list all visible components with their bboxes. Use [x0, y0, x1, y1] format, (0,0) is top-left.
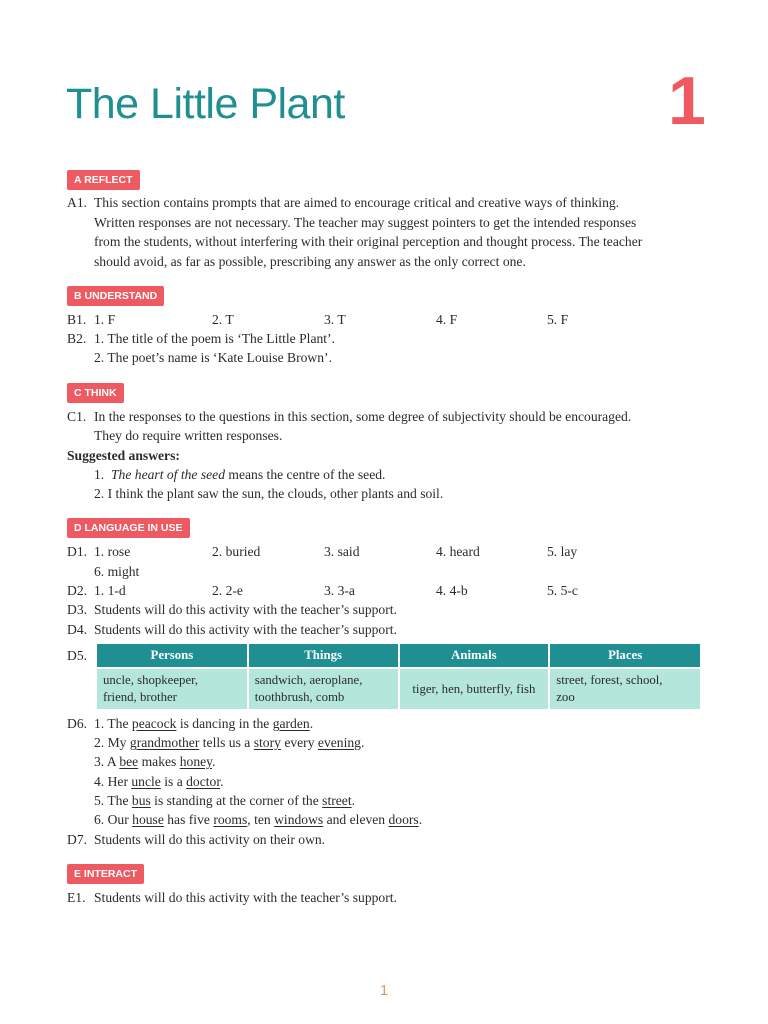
section-badge-understand: B UNDERSTAND: [67, 286, 164, 306]
d6-sentence-6: 6. Our house has five rooms, ten windows and eleven doors.: [94, 812, 423, 827]
c1-suggested-2: 2. I think the plant saw the sun, the clouds, other plants and soil.: [94, 486, 444, 501]
d6-sentence-3: 3. A bee makes honey.: [94, 754, 216, 769]
e1-text: Students will do this activity with the teacher’s support.: [94, 890, 397, 905]
d1-answer: 5. lay: [547, 544, 578, 559]
b1-answer: 2. T: [212, 312, 234, 327]
d6-sentence-5: 5. The bus is standing at the corner of the street.: [94, 793, 356, 808]
table-header: Things: [248, 644, 399, 668]
question-label: C1.: [67, 409, 87, 424]
question-label: A1.: [67, 195, 88, 210]
b2-item: 1. The title of the poem is ‘The Little Plant’.: [94, 331, 335, 346]
table-row: [97, 668, 700, 709]
table-cell: street, forest, school, zoo: [549, 668, 700, 709]
question-label: B2.: [67, 331, 87, 346]
question-label: D3.: [67, 602, 88, 617]
a1-line-1: This section contains prompts that are aimed to encourage critical and creative ways of thinking.: [94, 195, 620, 210]
table-cell: tiger, hen, butterfly, fish: [399, 668, 550, 709]
d2-answer: 1. 1-d: [94, 583, 126, 598]
table-header: Persons: [97, 644, 248, 668]
d2-answer: 2. 2-e: [212, 583, 243, 598]
question-label: B1.: [67, 312, 87, 327]
c1-line-2: They do require written responses.: [94, 428, 283, 443]
table-header-row: [97, 644, 700, 668]
table-header: Places: [549, 644, 700, 668]
b2-item: 2. The poet’s name is ‘Kate Louise Brown’.: [94, 350, 332, 365]
a1-line-4: should avoid, as far as possible, prescribing any answer as the only correct one.: [94, 254, 526, 269]
d7-text: Students will do this activity on their own.: [94, 832, 326, 847]
d1-answer: 1. rose: [94, 544, 131, 559]
table-header: Animals: [399, 644, 550, 668]
d1-answer: 4. heard: [436, 544, 480, 559]
d1-answer: 6. might: [94, 564, 140, 579]
question-label: D6.: [67, 716, 88, 731]
question-label: E1.: [67, 890, 86, 905]
c1-line-1: In the responses to the questions in this section, some degree of subjectivity should be encouraged.: [94, 409, 632, 424]
table-cell: uncle, shopkeeper, friend, brother: [97, 668, 248, 709]
question-label: D7.: [67, 832, 88, 847]
d6-sentence-4: 4. Her uncle is a doctor.: [94, 774, 224, 789]
b1-answer: 1. F: [94, 312, 116, 327]
a1-line-3: from the students, without interfering with their original perception and thought process. The teacher: [94, 234, 643, 249]
question-label: D5.: [67, 648, 88, 663]
d2-answer: 3. 3-a: [324, 583, 355, 598]
section-badge-think: C THINK: [67, 383, 124, 403]
d2-answer: 4. 4-b: [436, 583, 468, 598]
d4-text: Students will do this activity with the teacher’s support.: [94, 622, 397, 637]
question-label: D4.: [67, 622, 88, 637]
c1-suggested-1: 1. The heart of the seed means the centre of the seed.: [94, 467, 386, 482]
question-label: D2.: [67, 583, 88, 598]
section-badge-language-in-use: D LANGUAGE IN USE: [67, 518, 190, 538]
section-badge-interact: E INTERACT: [67, 864, 144, 884]
table-cell: sandwich, aeroplane, toothbrush, comb: [248, 668, 399, 709]
suggested-answers-heading: Suggested answers:: [67, 448, 180, 463]
d3-text: Students will do this activity with the teacher’s support.: [94, 602, 397, 617]
b1-answer: 4. F: [436, 312, 458, 327]
page-title: The Little Plant: [66, 80, 345, 128]
section-badge-reflect: A REFLECT: [67, 170, 140, 190]
d2-answer: 5. 5-c: [547, 583, 578, 598]
page-number: 1: [379, 982, 389, 999]
a1-line-2: Written responses are not necessary. The teacher may suggest pointers to get the intended responses: [94, 215, 637, 230]
d6-sentence-1: 1. The peacock is dancing in the garden.: [94, 716, 314, 731]
d6-sentence-2: 2. My grandmother tells us a story every evening.: [94, 735, 365, 750]
d1-answer: 2. buried: [212, 544, 261, 559]
nouns-table: [97, 644, 700, 709]
d1-answer: 3. said: [324, 544, 360, 559]
chapter-number: 1: [668, 63, 706, 139]
b1-answer: 3. T: [324, 312, 346, 327]
b1-answer: 5. F: [547, 312, 569, 327]
question-label: D1.: [67, 544, 88, 559]
